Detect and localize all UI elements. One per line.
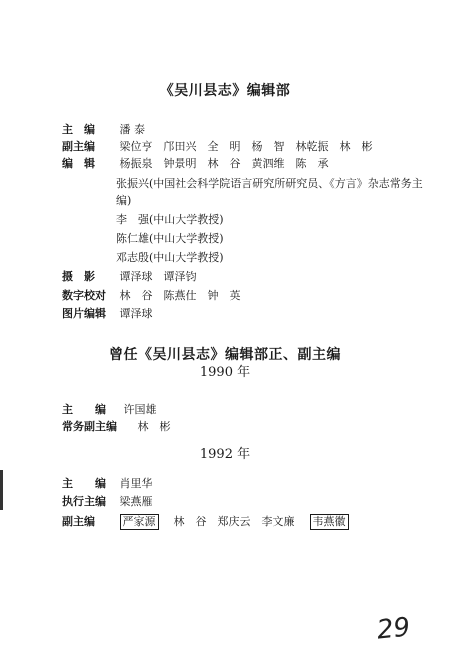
editors-row xyxy=(62,157,329,171)
year-heading-1990: 1990 年 xyxy=(199,365,251,380)
editor-continued-line: 邓志殷(中山大学教授) xyxy=(116,251,224,264)
row-names: 谭泽球 谭泽钧 xyxy=(119,270,197,283)
row-label: 主 编 xyxy=(62,123,95,136)
row-label: 主 编 xyxy=(62,477,106,490)
row-label: 主 编 xyxy=(62,403,106,416)
row-names: 杨振泉 钟景明 林 谷 黄泗维 陈 承 xyxy=(119,157,329,170)
row-names: 谭泽球 xyxy=(119,307,153,320)
row-label: 图片编辑 xyxy=(62,307,106,320)
deputy-editors-1992-row xyxy=(62,514,349,530)
row-names: 许国雄 xyxy=(123,403,157,416)
chief-editor-1992-row xyxy=(62,477,153,491)
row-label: 副主编 xyxy=(62,140,95,153)
chief-editor-1990-row xyxy=(62,403,157,417)
editor-continued-line: 陈仁雄(中山大学教授) xyxy=(116,232,224,245)
row-names: 梁位亨 邝田兴 全 明 杨 智 林乾振 林 彬 xyxy=(119,140,373,153)
row-names: 梁燕雁 xyxy=(119,495,153,508)
row-label: 副主编 xyxy=(62,515,95,528)
row-label: 摄 影 xyxy=(62,270,95,283)
deputy-editor-row xyxy=(62,140,373,154)
row-label: 执行主编 xyxy=(62,495,106,508)
editor-continued-line: 张振兴(中国社会科学院语言研究所研究员、《方言》杂志常务主 xyxy=(116,177,423,190)
boxed-name: 严家源 xyxy=(120,514,159,530)
row-label: 编 辑 xyxy=(62,157,95,170)
row-names: 林 谷 陈燕仕 钟 英 xyxy=(119,289,241,302)
row-names: 潘 泰 xyxy=(119,123,145,136)
year-heading-1992: 1992 年 xyxy=(199,447,251,462)
row-label: 数字校对 xyxy=(62,289,106,302)
row-names: 林 谷 郑庆云 李文廉 xyxy=(173,515,295,528)
photography-row xyxy=(62,270,197,284)
row-names: 林 彬 xyxy=(137,420,171,433)
row-names: 肖里华 xyxy=(119,477,153,490)
row-label: 常务副主编 xyxy=(62,420,117,433)
chief-editor-row xyxy=(62,123,145,137)
executive-editor-1992-row xyxy=(62,495,153,509)
handwritten-page-number: 29 xyxy=(375,612,412,646)
executive-deputy-1990-row xyxy=(62,420,171,434)
section-title-former-editors: 曾任《吴川县志》编辑部正、副主编 xyxy=(109,347,341,363)
editor-continued-line: 编) xyxy=(116,194,132,207)
digital-proofreading-row xyxy=(62,289,241,303)
photo-editor-row xyxy=(62,307,153,321)
editor-continued-line: 李 强(中山大学教授) xyxy=(116,213,224,226)
boxed-name: 韦燕徽 xyxy=(310,514,349,530)
section-title-editorial-board: 《吴川县志》编辑部 xyxy=(159,83,291,99)
scan-edge-mark xyxy=(0,470,3,510)
